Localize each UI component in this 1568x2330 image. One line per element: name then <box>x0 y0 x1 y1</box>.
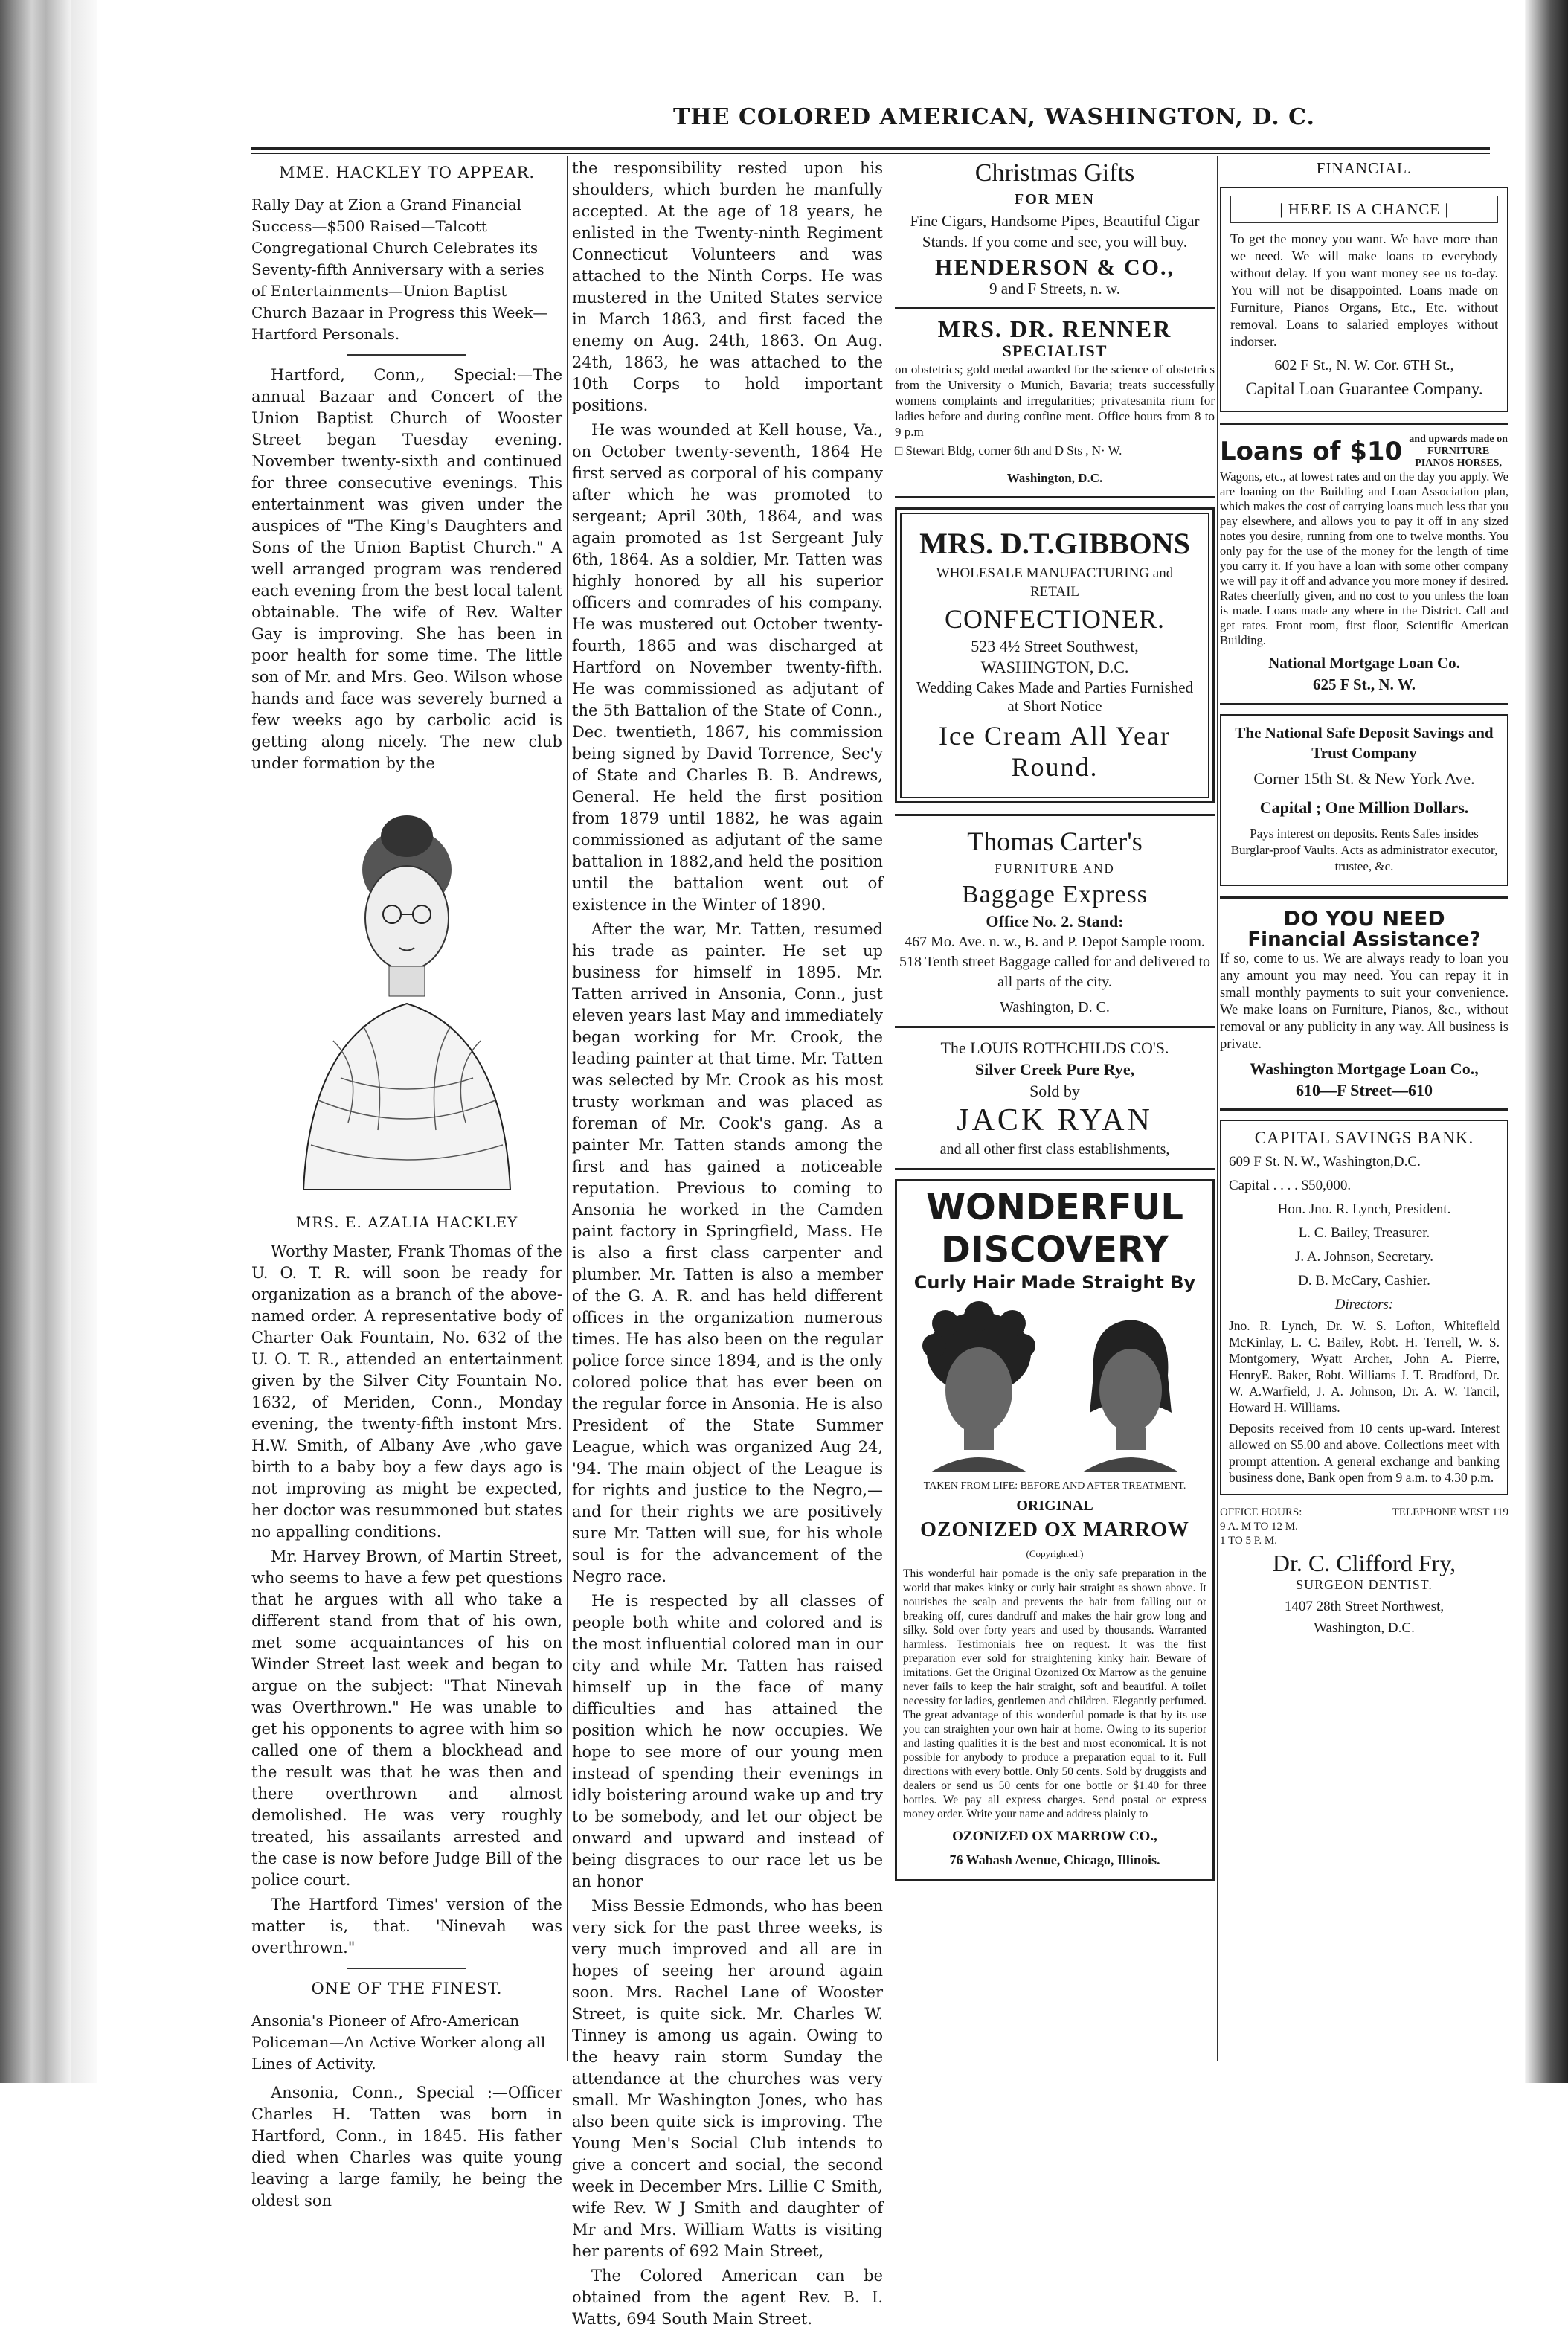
article-paragraph: The Colored American can be obtained from the agent Rev. B. I. Watts, 694 South Main Street. <box>572 2267 883 2328</box>
column-divider <box>567 156 568 2061</box>
divider <box>895 496 1215 498</box>
ad-address: 523 4½ Street Southwest, <box>971 637 1139 655</box>
article-subheading: Ansonia's Pioneer of Afro-American Policeman—An Active Worker along all Lines of Activity. <box>251 2012 546 2073</box>
office-hours <box>1220 1506 1302 1548</box>
office-hours-label: OFFICE HOURS: <box>1220 1506 1302 1518</box>
office-hours-line: 9 A. M TO 12 M. <box>1220 1521 1298 1533</box>
masthead-rule <box>251 147 1490 154</box>
ad-title: DISCOVERY <box>940 1229 1169 1271</box>
article-paragraph: Ansonia, Conn., Special :—Officer Charles H. Tatten was born in Hartford, Conn., in 1845. His father died when Charles was quite young leaving a large family, he being the oldest son <box>251 2084 562 2209</box>
divider <box>347 354 466 356</box>
divider <box>895 814 1215 816</box>
ad-body: If so, come to us. We are always ready to loan you any amount you may need. You can repay it in small monthly payments to suit your convenience. We make loans on Furniture, Pianos, &c., without removal or any publicity in any way. All business is private. <box>1220 951 1508 1052</box>
gibbons-ad <box>895 507 1215 803</box>
ad-body: Wedding Cakes Made and Parties Furnished at Short Notice <box>916 678 1194 715</box>
ad-name: Dr. C. Clifford Fry, <box>1272 1550 1456 1576</box>
ad-title: | HERE IS A CHANCE | <box>1230 196 1498 223</box>
ad-body: This wonderful hair pomade is the only safe preparation in the world that makes kinky or curly hair straight as shown above. It nourishes the scalp and prevents the hair from falling out or breaking off, cures dandruff and makes the hair grow long and silky. Sold over forty years and used by thousands. Warranted harmless. Testimonials free on request. It was the first preparation ever sold for straightening kinky hair. Beware of imitations. Get the Original Ozonized Ox Marrow as the genuine never fails to keep the hair straight, soft and beautiful. A toilet necessity for ladies, gentlemen and children. Elegantly perfumed. The great advantage of this wonderful pomade is that by its use you can straighten your own hair at home. Owing to its superior and lasting qualities it is the best and most economical. It is not possible for anybody to produce a preparation equal to it. Full directions with every bottle. Only 50 cents. Sold by druggists and dealers or send us 50 cents for one bottle or $1.40 for three bottles. We pay all express charges. Send postal or express money order. Write your name and address plainly to <box>903 1567 1206 1820</box>
ad-title: MRS. D.T.GIBBONS <box>919 527 1190 560</box>
column-2 <box>572 158 883 2328</box>
ad-subtitle: Curly Hair Made Straight By <box>913 1272 1196 1293</box>
office-hours-row <box>1220 1506 1508 1548</box>
ad-title: WONDERFUL <box>926 1187 1183 1228</box>
ad-copyright: (Copyrighted.) <box>1026 1548 1084 1559</box>
book-binding <box>0 0 71 2083</box>
dentist-ad <box>1220 1506 1508 1639</box>
ad-title: SURGEON DENTIST. <box>1296 1577 1433 1592</box>
ad-line: Sold by <box>1029 1082 1080 1100</box>
ad-address: 9 and F Streets, n. w. <box>989 280 1120 298</box>
ad-trade: Baggage Express <box>961 881 1148 908</box>
ad-city: Washington, D.C. <box>1314 1620 1415 1636</box>
ad-line: The LOUIS ROTHCHILDS CO'S. <box>940 1039 1169 1057</box>
ad-address: 602 F St., N. W. Cor. 6TH St., <box>1274 357 1454 373</box>
article-heading: ONE OF THE FINEST. <box>311 1980 503 1997</box>
ad-title: CAPITAL SAVINGS BANK. <box>1254 1129 1474 1147</box>
ad-line: ORIGINAL <box>1016 1498 1093 1514</box>
column-4-financial <box>1220 158 1508 2062</box>
ad-body: To get the money you want. We have more than we need. We will make loans to everybody without delay. If you want money see us to-day. You will not be disappointed. Loans made on Furniture, Pianos Organs, Etc., Etc. without removal. Loans to salaried employes without indorser. <box>1230 231 1498 349</box>
directors-label: Directors: <box>1334 1297 1394 1312</box>
article-paragraph: Worthy Master, Frank Thomas of the U. O. T. R. will soon be ready for organization as a branch of the above-named order. A representative body of Charter Oak Fountain, No. 632 of the U. O. T. R., attended an entertainment given by the Silver City Fountain No. 1632, of Meriden, Conn., Monday evening, the twenty-fifth instont Mrs. H.W. Smith, of Albany Ave ,who gave birth to a baby boy a few days ago is not improving as might be expected, her doctor was resummoned but states no appalling conditions. <box>251 1242 562 1541</box>
washington-mortgage-ad <box>1220 908 1508 1101</box>
article-paragraph: Mr. Harvey Brown, of Martin Street, who seems to have a few pet questions that he argues with all who take a different stand from that of his own, met some acquaintances of his on Winder Street last week and began to argue on the subject: "That Ninevah was Overthrown." He was unable to get his opponents to agree with him so called one of them a blockhead and the result was that he was then and there overthrown and almost demolished. He was very roughly treated, his assailants arrested and the case is now before Judge Bill of the police court. <box>251 1547 562 1889</box>
ad-name: JACK RYAN <box>957 1103 1153 1137</box>
divider <box>347 1968 466 1969</box>
ad-office: Office No. 2. Stand: <box>986 912 1124 931</box>
illustration-caption: TAKEN FROM LIFE: BEFORE AND AFTER TREATMENT. <box>923 1480 1186 1492</box>
office-hours-line: 1 TO 5 P. M. <box>1220 1535 1277 1547</box>
page-right-edge <box>1525 0 1568 2083</box>
ad-city: Washington, D. C. <box>1000 999 1110 1015</box>
masthead: THE COLORED AMERICAN, WASHINGTON, D. C. <box>673 104 1315 130</box>
savings-bank-ad <box>1220 1120 1508 1495</box>
telephone: TELEPHONE WEST 119 <box>1392 1506 1508 1518</box>
ad-title: Thomas Carter's <box>967 827 1143 856</box>
officer-secretary: J. A. Johnson, Secretary. <box>1294 1249 1434 1265</box>
page-gutter <box>71 0 97 2083</box>
ad-title: Financial Assistance? <box>1247 928 1481 951</box>
ad-name: National Mortgage Loan Co. <box>1268 654 1460 672</box>
ad-title: Christmas Gifts <box>974 159 1135 187</box>
divider <box>895 1026 1215 1028</box>
article-paragraph: The Hartford Times' version of the matter is, that. 'Ninevah was overthrown." <box>251 1896 562 1957</box>
ad-title: DO YOU NEED <box>1283 906 1445 931</box>
before-portrait-icon <box>916 1301 1042 1472</box>
article-paragraph: After the war, Mr. Tatten, resumed his trade as painter. He set up business for himself in 1895. Mr. Tatten arrived in Ansonia, Conn., just eleven years last May and immediately began working for Mr. Crook, the leading painter at that time. Mr. Tatten was selected by Mr. Crook as his most trusty workman and was placed as foreman of Mr. Cook's gang. As a painter Mr. Tatten stands among the first and has gained a noticeable reputation. Previous to coming to Ansonia he worked in the Camden paint factory in Springfield, Mass. He is also a first class carpenter and plumber. Mr. Tatten is also a member of the G. A. R. and has held different offices in the organization numerous times. He has also been on the regular police force since 1894, and is the only colored police that has ever been on the regular force in Ansonia. He is also President of the State Summer League, which was organized Aug 24, '94. The main object of the League is for rights and justice to the Negro,—and for their rights we are positively sure Mr. Tatten will sue, for his whole soul is for the advancement of the Negro race. <box>572 920 883 1585</box>
ad-footer: Ice Cream All Year Round. <box>939 721 1171 782</box>
officer-treasurer: L. C. Bailey, Treasurer. <box>1298 1225 1430 1241</box>
ad-subtitle: FURNITURE AND <box>995 861 1115 876</box>
ad-title: MRS. DR. RENNER <box>937 315 1172 342</box>
officer-cashier: D. B. McCary, Cashier. <box>1298 1273 1430 1288</box>
ad-address: 609 F St. N. W., Washington,D.C. <box>1229 1154 1421 1169</box>
ox-marrow-ad <box>895 1179 1215 1881</box>
divider <box>1220 896 1508 899</box>
ad-name: Washington Mortgage Loan Co., <box>1250 1059 1479 1078</box>
column-divider <box>1217 156 1218 2061</box>
ad-address: 610—F Street—610 <box>1296 1081 1433 1100</box>
carter-ad <box>895 825 1215 1018</box>
ad-body: Deposits received from 10 cents up-ward. Interest allowed on $5.00 and above. Collections meet with prompt attention. A general exchange and banking business done, Bank open from 9 a.m. to 4.30 p.m. <box>1229 1421 1500 1485</box>
ad-subtitle: FOR MEN <box>1015 191 1095 208</box>
ad-subtitle: SPECIALIST <box>1002 341 1108 360</box>
ad-body: 467 Mo. Ave. n. w., B. and P. Depot Sample room. 518 Tenth street Baggage called for and delivered to all parts of the city. <box>899 934 1211 990</box>
ad-name: OZONIZED OX MARROW <box>920 1518 1189 1541</box>
ad-city: Washington, D.C. <box>1006 471 1103 485</box>
divider <box>895 1168 1215 1170</box>
article-paragraph: Hartford, Conn,, Special:—The annual Bazaar and Concert of the Union Baptist Church of Wooster Street began Tuesday evening. November twenty-sixth and continued for three consecutive evenings. This entertainment was given under the auspices of "The King's Daughters and Sons of the Union Baptist Church." A well arranged program was rendered each evening from the best local talent obtainable. The wife of Rev. Walter Gay is improving. She has been in poor health for some time. The little son of Mr. and Mrs. Geo. Wilson whose hands and face was severely burned a few weeks ago by carbolic acid is getting along nicely. The new club under formation by the <box>251 366 562 772</box>
column-1 <box>251 158 562 2209</box>
ad-title: The National Safe Deposit Savings and Trust Company <box>1235 724 1494 762</box>
portrait-caption: MRS. E. AZALIA HACKLEY <box>295 1213 518 1231</box>
ad-address: □ Stewart Bldg, corner 6th and D Sts , N· W. <box>895 443 1122 458</box>
divider <box>1220 423 1508 425</box>
ad-line: WHOLESALE MANUFACTURING and RETAIL <box>936 565 1174 600</box>
divider <box>1220 703 1508 705</box>
before-after-illustration <box>903 1301 1206 1472</box>
officer-president: Hon. Jno. R. Lynch, President. <box>1277 1201 1451 1217</box>
ad-line: and all other first class establishments, <box>939 1141 1170 1158</box>
directors-list: Jno. R. Lynch, Dr. W. S. Lofton, Whitefield McKinlay, L. C. Bailey, Robt. H. Terrell, W. S. Montgomery, Wyatt Archer, John A. Pierre, HenryE. Baker, Robt. Williams J. T. Bradford, Dr. W. A.Warfield, J. A. Johnson, Dr. A. W. Tancil, Howard H. Williams. <box>1229 1318 1500 1415</box>
ad-address: 76 Wabash Avenue, Chicago, Illinois. <box>949 1852 1160 1867</box>
ad-body: Pays interest on deposits. Rents Safes insides Burglar-proof Vaults. Acts as administrator executor, trustee, &c. <box>1230 827 1498 873</box>
article-paragraph: Miss Bessie Edmonds, who has been very sick for the past three weeks, is very much improved and all are in hopes of seeing her around again soon. Mrs. Rachel Lane of Wooster Street, is quite sick. Mr. Charles W. Tinney is among us again. Owing to the heavy rain storm Sunday the attendance at the churches was very small. Mr Washington Jones, who has also been quite sick is improving. The Young Men's Social Club intends to give a concert and social, the second week in December Mrs. Lillie C Smith, wife Rev. W J Smith and daughter of Mr and Mrs. William Watts is visiting her parents of 692 Main Street, <box>572 1897 883 2260</box>
ad-capital: Capital . . . . $50,000. <box>1229 1178 1352 1193</box>
ad-name: HENDERSON & CO., <box>934 255 1175 280</box>
henderson-ad <box>895 158 1215 300</box>
article-heading: MME. HACKLEY TO APPEAR. <box>278 164 536 182</box>
ad-line: Silver Creek Pure Rye, <box>974 1060 1135 1079</box>
ad-body: Fine Cigars, Handsome Pipes, Beautiful Cigar Stands. If you come and see, you will buy. <box>910 212 1200 251</box>
article-subheading: Rally Day at Zion a Grand Financial Success—$500 Raised—Talcott Congregational Church Celebrates its Seventy-fifth Anniversary with a series of Entertainments—Union Baptist Church Bazaar in Progress this Week—Hartford Personals. <box>251 196 548 343</box>
article-paragraph: He was wounded at Kell house, Va., on October twenty-seventh, 1864 He first served as corporal of his company after which he was promoted to sergeant; April 30th, 1864, and was again promoted as 1st Sergeant July 6th, 1864. As a soldier, Mr. Tatten was highly honored by all his superior officers and comrades of his company. He was mustered out October twenty-fourth, 1865 and was discharged at Hartford on November twenty-fifth. He was commissioned as adjutant of the 5th Battalion of the State of Conn., Dec. twentieth, 1867, his commission being signed by David Torrence, Sec'y of State and Charles B. B. Andrews, General. He held the first position from 1879 until 1882, he was again commissioned as adjutant of the same battalion in 1882,and held the position until the battalion went out of existence in the Winter of 1890. <box>572 421 883 914</box>
chance-ad <box>1220 187 1508 412</box>
ad-trade: CONFECTIONER. <box>944 604 1165 634</box>
ad-city: WASHINGTON, D.C. <box>980 658 1129 676</box>
national-mortgage-ad <box>1220 434 1508 696</box>
ad-address: 625 F St., N. W. <box>1312 675 1416 693</box>
after-portrait-icon <box>1067 1301 1194 1472</box>
ad-capital: Capital ; One Million Dollars. <box>1259 798 1469 817</box>
renner-ad <box>895 315 1215 489</box>
ad-address: Corner 15th St. & New York Ave. <box>1253 769 1475 788</box>
ad-title: Loans of $10 <box>1220 436 1403 466</box>
ad-body: Wagons, etc., at lowest rates and on the day you apply. We are loaning on the Building and Loan Association plan, which makes the cost of carrying loans much less that you pay elsewhere, and allows you to pay it off in any sized notes you desire, running from one to twelve months. You only pay for the use of the money for the length of time you carry it. If you have a loan with some other company we will pay it off and advance you more money if desired. Rates cheerfully given, and no cost to you unless the loan is made. Loans made any where in the District. Call and get rates. Front room, first floor, Scientific American Building. <box>1220 469 1508 647</box>
ad-body: on obstetrics; gold medal awarded for the science of obstetrics from the University o Munich, Bavaria; treats successfully womens complaints and irregularities; privatesanita rium for ladies before and during confine ment. Office hours from 8 to 9 p.m <box>895 362 1215 439</box>
article-paragraph: the responsibility rested upon his shoulders, which burden he manfully accepted. At the age of 18 years, he enlisted in the Twenty-ninth Regiment Connecticut Volunteers and was attached to the Ninth Corps. He was mustered in the United States service in March 1863, and first faced the enemy on Aug. 24th, 1863. On Aug. 24th, 1863, he was attached to the 10th Corps to hold important positions. <box>572 159 883 414</box>
ad-address: 1407 28th Street Northwest, <box>1284 1599 1445 1614</box>
ad-title-row <box>1220 434 1508 469</box>
portrait-illustration <box>251 788 562 1197</box>
ad-title-side: and upwards made on FURNITURE PIANOS HORSES, <box>1409 434 1508 469</box>
article-paragraph: He is respected by all classes of people both white and colored and is the most influential colored man in our city and while Mr. Tatten has raised himself up in the face of many difficulties and has attained the position which he now occupies. We hope to see more of our young men instead of spending their evenings in idly boistering around wake up and try to be somebody, and let our object be onward and upward and instead of being disgraces to our race let us be an honor <box>572 1592 883 1890</box>
ad-company: OZONIZED OX MARROW CO., <box>952 1829 1157 1844</box>
column-3-ads <box>895 158 1215 2062</box>
ad-name: Capital Loan Guarantee Company. <box>1245 379 1483 398</box>
section-heading: FINANCIAL. <box>1316 159 1413 177</box>
rothchilds-ad <box>895 1037 1215 1161</box>
divider <box>895 307 1215 309</box>
safe-deposit-ad <box>1220 714 1508 886</box>
divider <box>1220 1108 1508 1111</box>
